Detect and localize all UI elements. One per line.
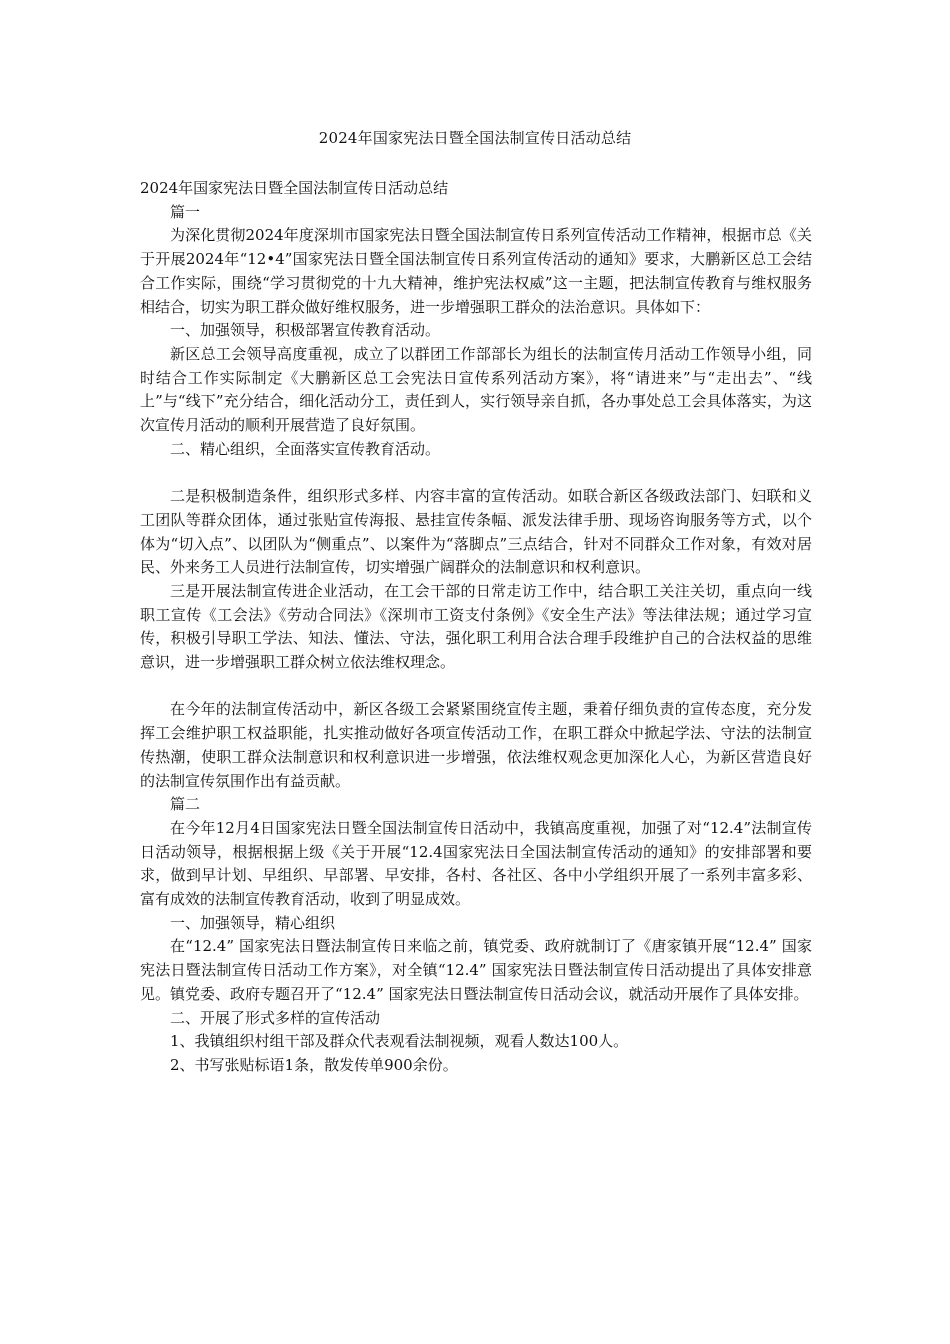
part1-section2-item3-paragraph: 三是开展法制宣传进企业活动，在工会干部的日常走访工作中，结合职工关注关切，重点向一线职工宣传《工会法》《劳动合同法》《深圳市工资支付条例》《安全生产法》等法律法规；通过学习宣传，积极引导职工学法、知法、懂法、守法，强化职工利用合法合理手段维护自己的合法权益的思维意识，进一步增强职工群众树立依法维权理念。	[140, 581, 812, 672]
part2-heading: 篇二	[170, 795, 201, 814]
part1-section2-item2-paragraph: 二是积极制造条件，组织形式多样、内容丰富的宣传活动。如联合新区各级政法部门、妇联和义工团队等群众团体，通过张贴宣传海报、悬挂宣传条幅、派发法律手册、现场咨询服务等方式，以个体为“切入点”、以团队为“侧重点”、以案件为“落脚点”三点结合，针对不同群众工作对象，有效对居民、外来务工人员进行法制宣传，切实增强广阔群众的法制意识和权利意识。	[140, 487, 812, 577]
part1-heading: 篇一	[170, 202, 201, 221]
part2-section2-title: 二、开展了形式多样的宣传活动	[170, 1008, 381, 1027]
part2-list-item-1: 1、我镇组织村组干部及群众代表观看法制视频，观看人数达100人。	[170, 1032, 629, 1051]
part2-section1-paragraph: 在“12.4” 国家宪法日暨法制宣传日来临之前，镇党委、政府就制订了《唐家镇开展“12.4” 国家宪法日暨法制宣传日活动工作方案》，对全镇“12.4” 国家宪法日暨法制宣传日活动提出了具体安排意见。镇党委、政府专题召开了“12.4” 国家宪法日暨法制宣传日活动会议，就活动开展作了具体安排。	[140, 937, 812, 1003]
part2-section1-title: 一、加强领导，精心组织	[170, 913, 336, 932]
part1-conclusion-paragraph: 在今年的法制宣传活动中，新区各级工会紧紧围绕宣传主题，秉着仔细负责的宣传态度，充分发挥工会维护职工权益职能，扎实推动做好各项宣传活动工作，在职工群众中掀起学法、守法的法制宣传热潮，使职工群众法制意识和权利意识进一步增强，依法维权观念更加深化人心，为新区营造良好的法制宣传氛围作出有益贡献。	[140, 700, 812, 790]
document-subtitle: 2024年国家宪法日暨全国法制宣传日活动总结	[140, 179, 449, 197]
part2-intro-paragraph: 在今年12月4日国家宪法日暨全国法制宣传日活动中，我镇高度重视，加强了对“12.4”法制宣传日活动领导，根据根据上级《关于开展“12.4国家宪法日全国法制宣传活动的通知》的安排部署和要求，做到早计划、早组织、早部署、早安排，各村、各社区、各中小学组织开展了一系列丰富多彩、富有成效的法制宣传教育活动，收到了明显成效。	[140, 818, 812, 909]
blank-line	[140, 675, 812, 699]
document-title: 2024年国家宪法日暨全国法制宣传日活动总结	[318, 129, 632, 147]
document-body	[140, 177, 812, 1078]
part1-section1-paragraph: 新区总工会领导高度重视，成立了以群团工作部部长为组长的法制宣传月活动工作领导小组，同时结合工作实际制定《大鹏新区总工会宪法日宣传系列活动方案》，将“请进来”与“走出去”、“线上”与“线下”充分结合，细化活动分工，责任到人，实行领导亲自抓，各办事处总工会具体落实，为这次宣传月活动的顺利开展营造了良好氛围。	[140, 344, 812, 435]
blank-line	[140, 461, 812, 485]
part1-section1-title: 一、加强领导，积极部署宣传教育活动。	[170, 321, 441, 340]
part2-list-item-2: 2、书写张贴标语1条，散发传单900余份。	[170, 1055, 458, 1074]
part1-section2-title: 二、精心组织，全面落实宣传教育活动。	[170, 439, 441, 458]
part1-intro-paragraph: 为深化贯彻2024年度深圳市国家宪法日暨全国法制宣传日系列宣传活动工作精神，根据市总《关于开展2024年“12•4”国家宪法日暨全国法制宣传日系列宣传活动的通知》要求，大鹏新区总工会结合工作实际，围绕“学习贯彻党的十九大精神，维护宪法权威”这一主题，把法制宣传教育与维权服务相结合，切实为职工群众做好维权服务，进一步增强职工群众的法治意识。具体如下：	[140, 226, 812, 316]
